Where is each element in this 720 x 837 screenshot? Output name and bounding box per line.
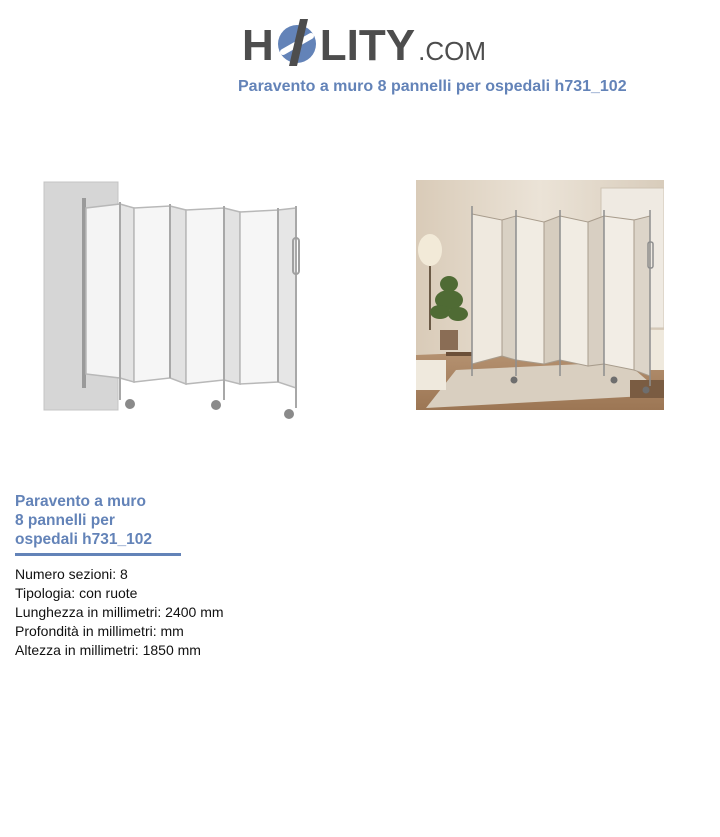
product-name-line-2: 8 pannelli per bbox=[15, 512, 115, 529]
title-divider bbox=[15, 553, 181, 556]
spec-type: Tipologia: con ruote bbox=[15, 585, 138, 601]
holity-logo[interactable] bbox=[242, 12, 486, 68]
product-name-line-3: ospedali h731_102 bbox=[15, 531, 152, 548]
product-name bbox=[15, 492, 165, 549]
product-specs-list bbox=[15, 565, 224, 660]
screen-panels bbox=[86, 204, 296, 388]
logo-letter-h: H bbox=[242, 21, 274, 70]
logo-suffix: .COM bbox=[418, 36, 486, 66]
product-photo-white-background bbox=[40, 178, 302, 423]
logo-o-icon bbox=[275, 16, 319, 68]
spec-height: Altezza in millimetri: 1850 mm bbox=[15, 642, 201, 658]
spec-sections: Numero sezioni: 8 bbox=[15, 566, 128, 582]
spec-depth: Profondità in millimetri: mm bbox=[15, 623, 184, 639]
product-photo-interior bbox=[416, 180, 664, 410]
product-name-line-1: Paravento a muro bbox=[15, 493, 146, 510]
page-title: Paravento a muro 8 pannelli per ospedali h731_102 bbox=[238, 78, 627, 95]
spec-length: Lunghezza in millimetri: 2400 mm bbox=[15, 604, 224, 620]
logo-letters-lity: LITY bbox=[319, 21, 416, 70]
